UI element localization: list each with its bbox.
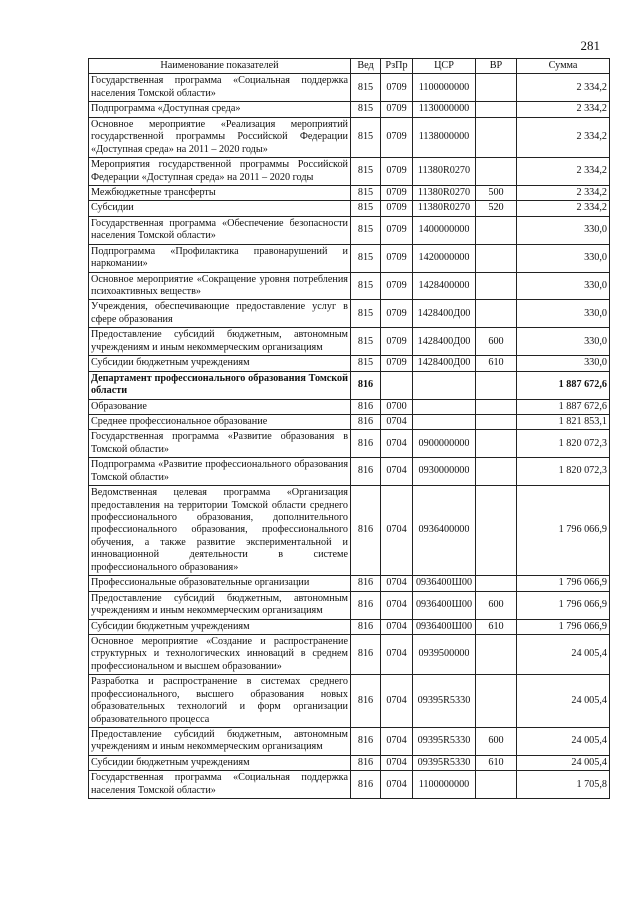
cell-vr: 600	[476, 328, 517, 356]
cell-vr: 610	[476, 356, 517, 371]
cell-name: Ведомственная целевая программа «Организация предоставления на территории Томской области среднего профессионального образования, дополнительного профессионального образования, профессионального обучения, а также развитие экспериментальной и инновационной деятельности в системе профессионального образования»	[89, 486, 351, 576]
cell-vr: 500	[476, 185, 517, 200]
table-body	[89, 74, 610, 799]
cell-name: Основное мероприятие «Сокращение уровня потребления психоактивных веществ»	[89, 272, 351, 300]
cell-name: Подпрограмма «Профилактика правонарушений и наркомании»	[89, 244, 351, 272]
cell-rzpr: 0709	[381, 216, 413, 244]
cell-csr: 1428400Д00	[413, 328, 476, 356]
cell-rzpr: 0704	[381, 728, 413, 756]
cell-ved: 816	[351, 430, 381, 458]
cell-rzpr: 0704	[381, 771, 413, 799]
cell-sum: 24 005,4	[517, 675, 610, 728]
header-ved: Вед	[351, 59, 381, 74]
table-row	[89, 675, 610, 728]
table-row	[89, 634, 610, 674]
cell-vr: 600	[476, 728, 517, 756]
cell-vr	[476, 371, 517, 399]
cell-rzpr: 0709	[381, 300, 413, 328]
page-number: 281	[580, 38, 600, 53]
cell-ved: 815	[351, 74, 381, 102]
cell-csr: 09395R5330	[413, 675, 476, 728]
table-row	[89, 328, 610, 356]
cell-rzpr: 0709	[381, 272, 413, 300]
cell-ved: 815	[351, 328, 381, 356]
cell-name: Подпрограмма «Доступная среда»	[89, 102, 351, 117]
cell-vr: 610	[476, 619, 517, 634]
table-row	[89, 458, 610, 486]
cell-sum: 1 887 672,6	[517, 399, 610, 414]
cell-name: Подпрограмма «Развитие профессионального образования Томской области»	[89, 458, 351, 486]
cell-ved: 815	[351, 201, 381, 216]
cell-sum: 24 005,4	[517, 634, 610, 674]
cell-ved: 816	[351, 458, 381, 486]
cell-vr	[476, 675, 517, 728]
cell-name: Государственная программа «Развитие образования в Томской области»	[89, 430, 351, 458]
cell-name: Субсидии бюджетным учреждениям	[89, 619, 351, 634]
cell-sum: 24 005,4	[517, 728, 610, 756]
cell-ved: 815	[351, 158, 381, 186]
cell-name: Межбюджетные трансферты	[89, 185, 351, 200]
cell-vr	[476, 272, 517, 300]
cell-vr	[476, 117, 517, 157]
cell-csr: 1428400000	[413, 272, 476, 300]
cell-csr: 1400000000	[413, 216, 476, 244]
cell-rzpr: 0704	[381, 619, 413, 634]
cell-sum: 2 334,2	[517, 74, 610, 102]
table-row	[89, 371, 610, 399]
cell-name: Субсидии бюджетным учреждениям	[89, 356, 351, 371]
cell-sum: 330,0	[517, 300, 610, 328]
cell-csr: 1420000000	[413, 244, 476, 272]
cell-rzpr: 0704	[381, 414, 413, 429]
cell-name: Субсидии	[89, 201, 351, 216]
table-row	[89, 272, 610, 300]
cell-sum: 2 334,2	[517, 185, 610, 200]
cell-ved: 816	[351, 591, 381, 619]
cell-vr	[476, 634, 517, 674]
cell-ved: 815	[351, 117, 381, 157]
cell-ved: 816	[351, 771, 381, 799]
cell-ved: 816	[351, 576, 381, 591]
cell-csr	[413, 371, 476, 399]
cell-sum: 1 796 066,9	[517, 619, 610, 634]
cell-rzpr: 0704	[381, 486, 413, 576]
cell-sum: 2 334,2	[517, 102, 610, 117]
cell-csr: 1130000000	[413, 102, 476, 117]
table-row	[89, 117, 610, 157]
cell-sum: 330,0	[517, 244, 610, 272]
cell-csr: 0936400Ш00	[413, 576, 476, 591]
cell-name: Основное мероприятие «Реализация мероприятий государственной программы Российской Федерации «Доступная среда» на 2011 – 2020 годы»	[89, 117, 351, 157]
table-header-row	[89, 59, 610, 74]
cell-name: Государственная программа «Социальная поддержка населения Томской области»	[89, 771, 351, 799]
cell-name: Основное мероприятие «Создание и распространение структурных и технологических инноваций в среднем профессиональном и высшем образовании»	[89, 634, 351, 674]
cell-sum: 1 705,8	[517, 771, 610, 799]
cell-name: Государственная программа «Обеспечение безопасности населения Томской области»	[89, 216, 351, 244]
cell-vr	[476, 430, 517, 458]
table-row	[89, 771, 610, 799]
cell-rzpr: 0704	[381, 430, 413, 458]
cell-ved: 816	[351, 728, 381, 756]
cell-sum: 2 334,2	[517, 201, 610, 216]
cell-sum: 1 796 066,9	[517, 576, 610, 591]
cell-ved: 816	[351, 486, 381, 576]
cell-csr: 1138000000	[413, 117, 476, 157]
cell-vr	[476, 486, 517, 576]
cell-sum: 1 821 853,1	[517, 414, 610, 429]
cell-sum: 330,0	[517, 272, 610, 300]
cell-name: Предоставление субсидий бюджетным, автономным учреждениям и иным некоммерческим организациям	[89, 591, 351, 619]
table-row	[89, 158, 610, 186]
cell-sum: 330,0	[517, 328, 610, 356]
table-row	[89, 399, 610, 414]
header-vr: ВР	[476, 59, 517, 74]
cell-csr: 1428400Д00	[413, 356, 476, 371]
table-row	[89, 430, 610, 458]
cell-rzpr	[381, 371, 413, 399]
cell-vr	[476, 244, 517, 272]
header-csr: ЦСР	[413, 59, 476, 74]
cell-csr: 1100000000	[413, 74, 476, 102]
cell-csr: 09395R5330	[413, 755, 476, 770]
cell-name: Мероприятия государственной программы Российской Федерации «Доступная среда» на 2011 – 2020 годы	[89, 158, 351, 186]
cell-ved: 816	[351, 371, 381, 399]
cell-ved: 815	[351, 244, 381, 272]
cell-ved: 815	[351, 356, 381, 371]
cell-rzpr: 0709	[381, 102, 413, 117]
cell-csr: 11380R0270	[413, 201, 476, 216]
header-rzpr: РзПр	[381, 59, 413, 74]
table-row	[89, 185, 610, 200]
header-name: Наименование показателей	[89, 59, 351, 74]
table-row	[89, 216, 610, 244]
cell-vr	[476, 458, 517, 486]
cell-name: Среднее профессиональное образование	[89, 414, 351, 429]
table-row	[89, 201, 610, 216]
cell-vr	[476, 771, 517, 799]
cell-rzpr: 0704	[381, 576, 413, 591]
table-row	[89, 300, 610, 328]
cell-vr: 600	[476, 591, 517, 619]
cell-rzpr: 0709	[381, 185, 413, 200]
budget-table	[88, 58, 610, 799]
cell-csr: 0900000000	[413, 430, 476, 458]
cell-sum: 24 005,4	[517, 755, 610, 770]
cell-vr: 520	[476, 201, 517, 216]
cell-name: Государственная программа «Социальная поддержка населения Томской области»	[89, 74, 351, 102]
cell-rzpr: 0709	[381, 201, 413, 216]
cell-ved: 815	[351, 185, 381, 200]
cell-vr	[476, 414, 517, 429]
cell-vr	[476, 399, 517, 414]
cell-rzpr: 0704	[381, 634, 413, 674]
cell-name: Предоставление субсидий бюджетным, автономным учреждениям и иным некоммерческим организациям	[89, 728, 351, 756]
cell-name: Департамент профессионального образования Томской области	[89, 371, 351, 399]
cell-rzpr: 0704	[381, 675, 413, 728]
cell-ved: 815	[351, 300, 381, 328]
cell-rzpr: 0704	[381, 458, 413, 486]
cell-rzpr: 0709	[381, 117, 413, 157]
cell-csr: 0930000000	[413, 458, 476, 486]
cell-name: Учреждения, обеспечивающие предоставление услуг в сфере образования	[89, 300, 351, 328]
cell-sum: 1 820 072,3	[517, 430, 610, 458]
cell-vr	[476, 102, 517, 117]
cell-ved: 816	[351, 399, 381, 414]
cell-ved: 816	[351, 414, 381, 429]
table-row	[89, 591, 610, 619]
header-sum: Сумма	[517, 59, 610, 74]
cell-rzpr: 0700	[381, 399, 413, 414]
cell-ved: 816	[351, 755, 381, 770]
table-row	[89, 414, 610, 429]
cell-rzpr: 0709	[381, 74, 413, 102]
cell-sum: 330,0	[517, 216, 610, 244]
cell-sum: 1 887 672,6	[517, 371, 610, 399]
cell-name: Образование	[89, 399, 351, 414]
cell-csr: 11380R0270	[413, 185, 476, 200]
cell-name: Субсидии бюджетным учреждениям	[89, 755, 351, 770]
cell-csr: 0936400Ш00	[413, 591, 476, 619]
cell-name: Разработка и распространение в системах среднего профессионального, высшего образования новых образовательных технологий и форм организации образовательного процесса	[89, 675, 351, 728]
cell-ved: 815	[351, 102, 381, 117]
table-row	[89, 486, 610, 576]
cell-rzpr: 0709	[381, 244, 413, 272]
cell-sum: 1 796 066,9	[517, 591, 610, 619]
table-row	[89, 356, 610, 371]
cell-rzpr: 0704	[381, 591, 413, 619]
cell-sum: 330,0	[517, 356, 610, 371]
cell-rzpr: 0709	[381, 158, 413, 186]
cell-csr: 11380R0270	[413, 158, 476, 186]
cell-sum: 2 334,2	[517, 158, 610, 186]
cell-vr	[476, 74, 517, 102]
cell-name: Профессиональные образовательные организации	[89, 576, 351, 591]
cell-sum: 1 820 072,3	[517, 458, 610, 486]
cell-ved: 816	[351, 619, 381, 634]
cell-csr: 0939500000	[413, 634, 476, 674]
cell-csr	[413, 399, 476, 414]
cell-csr: 0936400Ш00	[413, 619, 476, 634]
cell-rzpr: 0709	[381, 328, 413, 356]
cell-sum: 1 796 066,9	[517, 486, 610, 576]
cell-csr: 09395R5330	[413, 728, 476, 756]
cell-csr: 1100000000	[413, 771, 476, 799]
table-row	[89, 102, 610, 117]
cell-ved: 815	[351, 216, 381, 244]
table-row	[89, 74, 610, 102]
cell-vr	[476, 300, 517, 328]
cell-vr	[476, 158, 517, 186]
table-row	[89, 619, 610, 634]
table-row	[89, 728, 610, 756]
cell-csr: 0936400000	[413, 486, 476, 576]
cell-ved: 816	[351, 634, 381, 674]
cell-ved: 815	[351, 272, 381, 300]
cell-vr: 610	[476, 755, 517, 770]
cell-vr	[476, 576, 517, 591]
table-row	[89, 755, 610, 770]
table-row	[89, 576, 610, 591]
table-row	[89, 244, 610, 272]
cell-csr: 1428400Д00	[413, 300, 476, 328]
cell-vr	[476, 216, 517, 244]
cell-ved: 816	[351, 675, 381, 728]
cell-name: Предоставление субсидий бюджетным, автономным учреждениям и иным некоммерческим организациям	[89, 328, 351, 356]
cell-csr	[413, 414, 476, 429]
cell-sum: 2 334,2	[517, 117, 610, 157]
cell-rzpr: 0704	[381, 755, 413, 770]
cell-rzpr: 0709	[381, 356, 413, 371]
